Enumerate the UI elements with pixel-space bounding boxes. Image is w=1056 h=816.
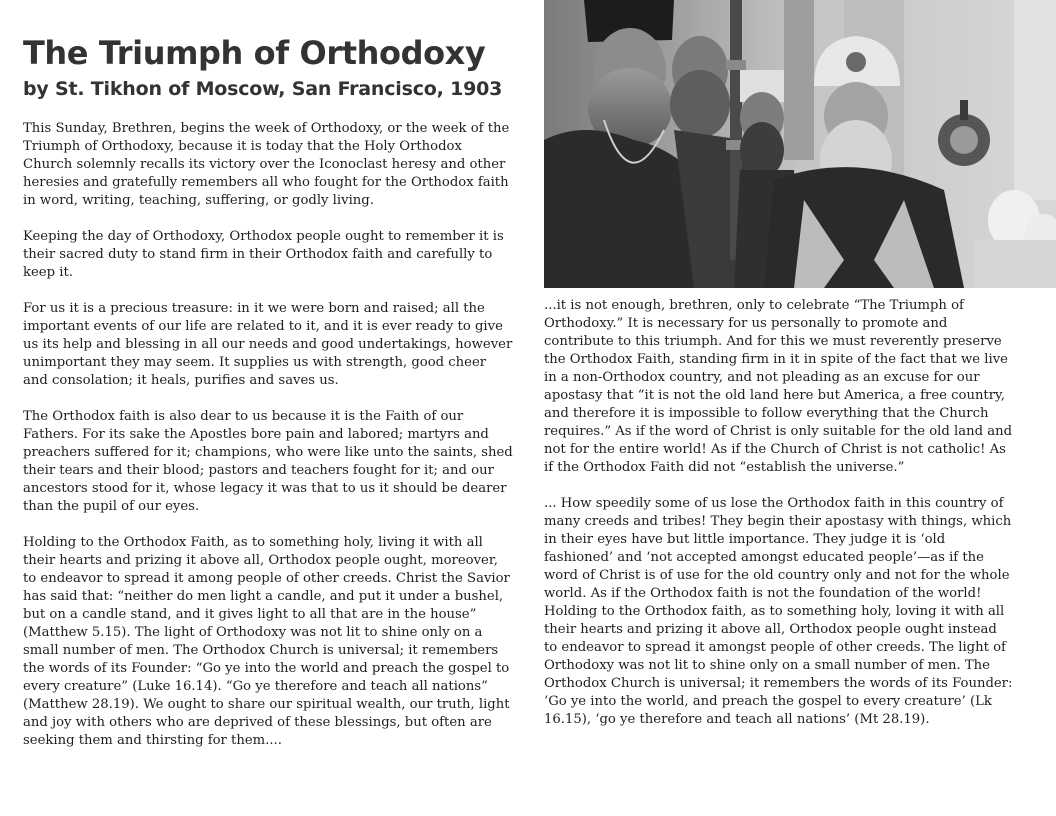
right-column xyxy=(544,297,1014,747)
paragraph: ...it is not enough, brethren, only to celebrate “The Triumph of Orthodoxy.” It is necessary for us personally to promote and contribute to this triumph. And for this we must reverently preserve the Orthodox Faith, standing firm in it in spite of the fact that we live in a non-Orthodox country, and not pleading as an excuse for our apostasy that “it is not the old land here but America, a free country, and therefore it is impossible to follow everything that the Church requires.” As if the word of Christ is only suitable for the old land and not for the entire world! As if the Church of Christ is not catholic! As if the Orthodox Faith did not “establish the universe.” xyxy=(544,298,1013,475)
paragraph: ... How speedily some of us lose the Orthodox faith in this country of many creeds and tribes! They begin their apostasy with things, which in their eyes have but little importance. They judge it is ‘old fashioned’ and ‘not accepted amongst educated people’—as if the word of Christ is of use for the old country only and not for the whole world. As if the Orthodox faith is not the foundation of the world! Holding to the Orthodox faith, as to something holy, loving it with all their hearts and prizing it above all, Orthodox people ought instead to endeavor to spread it amongst people of other creeds. The light of Orthodoxy was not lit to shine only on a small number of men. The Orthodox Church is universal; it remembers the words of its Founder: ‘Go ye into the world, and preach the gospel to every creature’ (Lk 16.15), ‘go ye therefore and teach all nations’ (Mt 28.19). xyxy=(544,496,1013,727)
paragraph: The Orthodox faith is also dear to us because it is the Faith of our Fathers. For its sake the Apostles bore pain and labored; martyrs and preachers suffered for it; champions, who were like unto the saints, shed their tears and their blood; pastors and teachers fought for it; and our ancestors stood for it, whose legacy it was that to us it should be dearer than the pupil of our eyes. xyxy=(23,409,513,514)
page-title: The Triumph of Orthodoxy xyxy=(23,34,486,72)
paragraph: For us it is a precious treasure: in it we were born and raised; all the important events of our life are related to it, and it is ever ready to give us its help and blessing in all our needs and good undertakings, however unimportant they may seem. It supplies us with strength, good cheer and consolation; it heals, purifies and saves us. xyxy=(23,301,513,388)
historical-photo-clergy-icon xyxy=(544,0,1056,288)
paragraph: Holding to the Orthodox Faith, as to something holy, living it with all their hearts and prizing it above all, Orthodox people ought, moreover, to endeavor to spread it among people of other creeds. Christ the Savior has said that: “neither do men light a candle, and put it under a bushel, but on a candle stand, and it gives light to all that are in the house” (Matthew 5.15). The light of Orthodoxy was not lit to shine only on a small number of men. The Orthodox Church is universal; it remembers the words of its Founder: “Go ye into the world and preach the gospel to every creature” (Luke 16.14). “Go ye therefore and teach all nations” (Matthew 28.19). We ought to share our spiritual wealth, our truth, light and joy with others who are deprived of these blessings, but often are seeking them and thirsting for them.... xyxy=(23,535,510,748)
left-column xyxy=(23,120,515,768)
page-subtitle: by St. Tikhon of Moscow, San Francisco, 1903 xyxy=(23,78,503,100)
paragraph: Keeping the day of Orthodoxy, Orthodox people ought to remember it is their sacred duty to stand firm in their Orthodox faith and carefully to keep it. xyxy=(23,229,504,280)
historical-photo xyxy=(544,0,1056,288)
paragraph: This Sunday, Brethren, begins the week of Orthodoxy, or the week of the Triumph of Orthodoxy, because it is today that the Holy Orthodox Church solemnly recalls its victory over the Iconoclast heresy and other heresies and gratefully remembers all who fought for the Orthodox faith in word, writing, teaching, suffering, or godly living. xyxy=(23,121,510,208)
